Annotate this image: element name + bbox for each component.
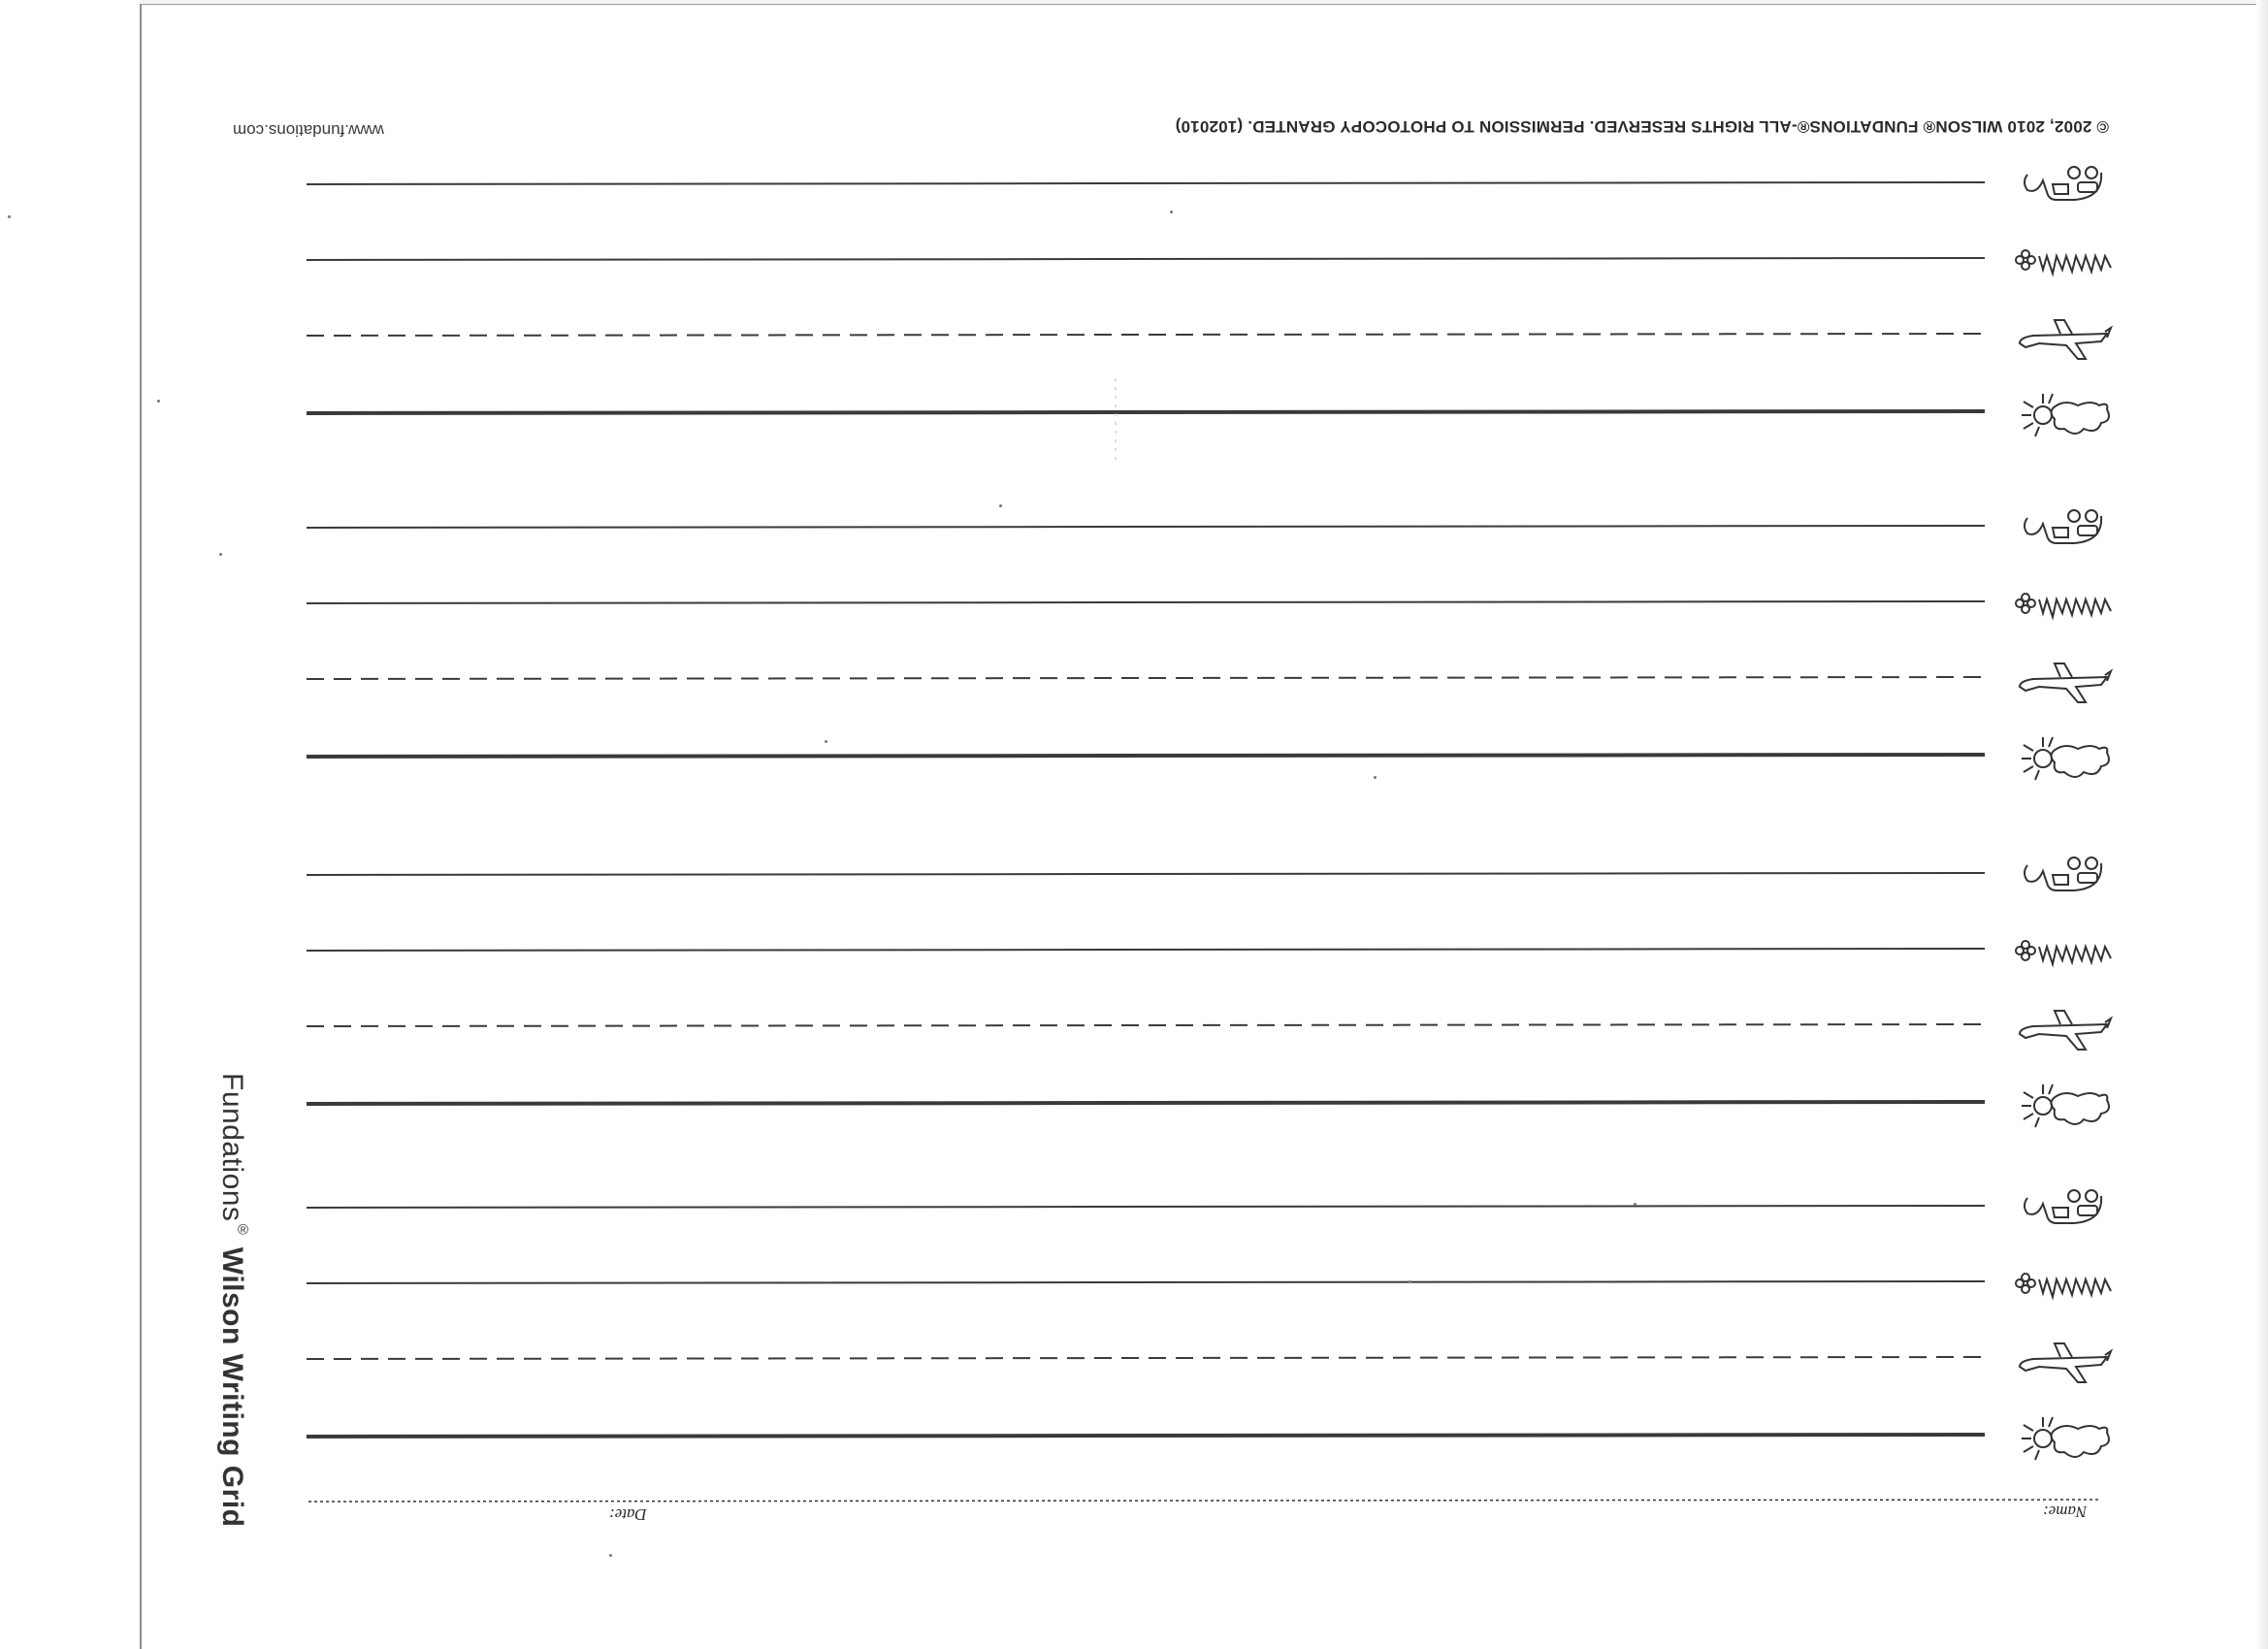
grass-icon: [2016, 1274, 2111, 1297]
bold-guide-line: [307, 1102, 1985, 1104]
ruled-lines: [307, 182, 1985, 1437]
copyright-text: © 2002, 2010 WILSON® FUNDATIONS®-ALL RIGHTS RESERVED. PERMISSION TO PHOTOCOPY GRANTED. (102010): [1175, 117, 2109, 136]
bold-guide-line: [307, 755, 1985, 757]
car-icon: [2025, 1190, 2101, 1223]
car-icon: [2025, 857, 2101, 890]
name-label: Name:: [2043, 1503, 2088, 1521]
scan-speck: [219, 553, 222, 556]
grass-icon: [2016, 250, 2111, 274]
website-url: www.fundations.com: [233, 121, 384, 140]
solid-guide-line: [307, 949, 1985, 951]
line-guide-icons: [2016, 167, 2111, 1460]
scan-speck: [157, 400, 160, 403]
dashed-guide-line: [307, 1024, 1985, 1026]
solid-guide-line: [307, 258, 1985, 260]
grass-icon: [2016, 594, 2111, 617]
sun-cloud-icon: [2022, 394, 2109, 436]
car-icon: [2025, 510, 2101, 543]
registered-mark: ®: [235, 1221, 251, 1239]
grass-icon: [2016, 941, 2111, 964]
scan-speck: [1634, 1203, 1636, 1206]
solid-guide-line: [307, 873, 1985, 875]
title-light: Fundations: [216, 1073, 248, 1222]
scan-speck: [999, 504, 1002, 507]
solid-guide-line: [307, 182, 1985, 184]
date-label: Date:: [609, 1505, 647, 1524]
scan-speck: [1409, 1280, 1411, 1283]
solid-guide-line: [307, 526, 1985, 528]
plane-icon: [2020, 663, 2111, 702]
plane-icon: [2020, 320, 2111, 359]
sun-cloud-icon: [2022, 1417, 2109, 1460]
dashed-guide-line: [307, 1357, 1985, 1359]
bold-guide-line: [307, 411, 1985, 413]
scan-speck: [1170, 210, 1173, 213]
scan-speck: [1374, 776, 1377, 779]
scan-speck: [825, 740, 827, 743]
plane-icon: [2020, 1343, 2111, 1382]
dashed-guide-line: [307, 677, 1985, 679]
scan-speck: [8, 215, 11, 218]
sun-cloud-icon: [2022, 737, 2109, 780]
solid-guide-line: [307, 601, 1985, 603]
solid-guide-line: [307, 1281, 1985, 1283]
dashed-guide-line: [307, 334, 1985, 336]
plane-icon: [2020, 1011, 2111, 1050]
scan-speck: [609, 1554, 612, 1557]
solid-guide-line: [307, 1206, 1985, 1208]
car-icon: [2025, 167, 2101, 200]
title-bold: Wilson Writing Grid: [216, 1238, 248, 1528]
name-date-line: [308, 1500, 2101, 1502]
bold-guide-line: [307, 1435, 1985, 1437]
sun-cloud-icon: [2022, 1084, 2109, 1127]
